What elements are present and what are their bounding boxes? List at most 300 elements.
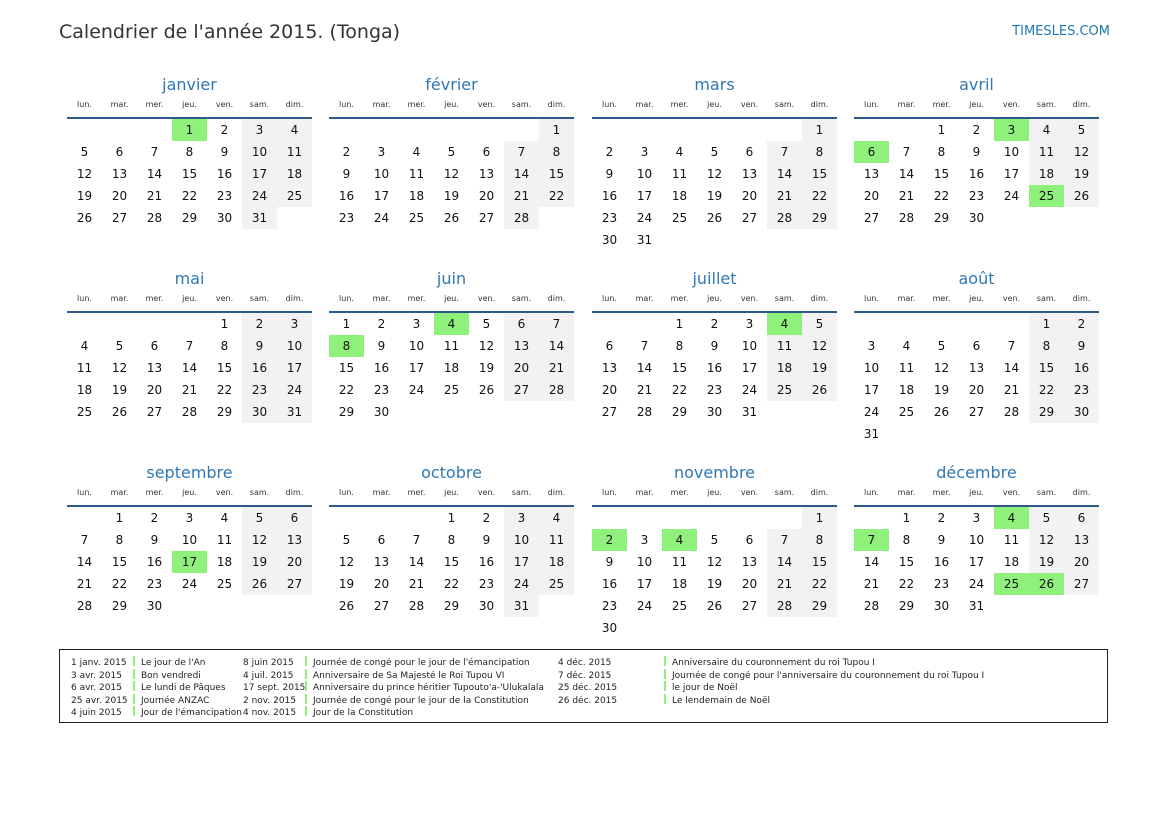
day-cell[interactable]: 9 [377,339,386,353]
day-cell[interactable]: 13 [601,361,618,375]
holiday-day[interactable]: 25 [1029,185,1064,207]
day-cell[interactable]: 2 [150,511,159,525]
day-cell[interactable]: 1 [802,507,837,529]
day-cell[interactable]: 24 [636,211,653,225]
day-cell[interactable]: 16 [146,555,163,569]
day-cell[interactable]: 18 [1003,555,1020,569]
day-cell[interactable]: 10 [1003,145,1020,159]
day-cell[interactable]: 10 [242,141,277,163]
day-cell[interactable]: 26 [933,405,950,419]
day-cell[interactable]: 17 [408,361,425,375]
day-cell[interactable]: 21 [767,185,802,207]
day-cell[interactable]: 31 [968,599,985,613]
day-cell[interactable]: 1 [902,511,911,525]
day-cell[interactable]: 8 [447,533,456,547]
day-cell[interactable]: 11 [671,167,688,181]
day-cell[interactable]: 17 [863,383,880,397]
day-cell[interactable]: 21 [539,357,574,379]
day-cell[interactable]: 10 [741,339,758,353]
day-cell[interactable]: 13 [741,555,758,569]
day-cell[interactable]: 7 [1007,339,1016,353]
day-cell[interactable]: 16 [706,361,723,375]
day-cell[interactable]: 26 [242,573,277,595]
day-cell[interactable]: 18 [539,551,574,573]
day-cell[interactable]: 26 [338,599,355,613]
day-cell[interactable]: 1 [802,119,837,141]
day-cell[interactable]: 6 [482,145,491,159]
holiday-day[interactable]: 2 [592,529,627,551]
day-cell[interactable]: 4 [1029,119,1064,141]
day-cell[interactable]: 1 [675,317,684,331]
day-cell[interactable]: 4 [80,339,89,353]
day-cell[interactable]: 29 [181,211,198,225]
day-cell[interactable]: 9 [150,533,159,547]
holiday-day[interactable]: 4 [434,313,469,335]
day-cell[interactable]: 12 [1029,529,1064,551]
day-cell[interactable]: 14 [539,335,574,357]
day-cell[interactable]: 5 [80,145,89,159]
day-cell[interactable]: 19 [802,357,837,379]
day-cell[interactable]: 14 [181,361,198,375]
day-cell[interactable]: 23 [216,189,233,203]
day-cell[interactable]: 28 [898,211,915,225]
day-cell[interactable]: 12 [242,529,277,551]
day-cell[interactable]: 12 [933,361,950,375]
day-cell[interactable]: 30 [601,233,618,247]
holiday-day[interactable]: 3 [994,119,1029,141]
day-cell[interactable]: 19 [338,577,355,591]
day-cell[interactable]: 18 [76,383,93,397]
day-cell[interactable]: 24 [242,185,277,207]
day-cell[interactable]: 22 [802,573,837,595]
day-cell[interactable]: 15 [338,361,355,375]
day-cell[interactable]: 22 [898,577,915,591]
day-cell[interactable]: 31 [636,233,653,247]
day-cell[interactable]: 19 [1029,551,1064,573]
day-cell[interactable]: 17 [1003,167,1020,181]
day-cell[interactable]: 15 [802,551,837,573]
day-cell[interactable]: 21 [504,185,539,207]
day-cell[interactable]: 29 [216,405,233,419]
day-cell[interactable]: 10 [373,167,390,181]
day-cell[interactable]: 9 [220,145,229,159]
day-cell[interactable]: 17 [373,189,390,203]
day-cell[interactable]: 17 [968,555,985,569]
day-cell[interactable]: 21 [181,383,198,397]
day-cell[interactable]: 24 [741,383,758,397]
day-cell[interactable]: 10 [277,335,312,357]
day-cell[interactable]: 20 [601,383,618,397]
day-cell[interactable]: 19 [1064,163,1099,185]
day-cell[interactable]: 10 [181,533,198,547]
day-cell[interactable]: 9 [605,167,614,181]
day-cell[interactable]: 28 [146,211,163,225]
day-cell[interactable]: 22 [802,185,837,207]
day-cell[interactable]: 1 [220,317,229,331]
day-cell[interactable]: 7 [767,529,802,551]
day-cell[interactable]: 13 [1064,529,1099,551]
day-cell[interactable]: 20 [478,189,495,203]
day-cell[interactable]: 15 [181,167,198,181]
day-cell[interactable]: 9 [1064,335,1099,357]
day-cell[interactable]: 23 [373,383,390,397]
day-cell[interactable]: 28 [539,379,574,401]
day-cell[interactable]: 6 [605,339,614,353]
day-cell[interactable]: 30 [968,211,985,225]
day-cell[interactable]: 29 [1029,401,1064,423]
day-cell[interactable]: 15 [111,555,128,569]
day-cell[interactable]: 14 [504,163,539,185]
day-cell[interactable]: 27 [601,405,618,419]
day-cell[interactable]: 5 [482,317,491,331]
day-cell[interactable]: 14 [636,361,653,375]
day-cell[interactable]: 31 [242,207,277,229]
day-cell[interactable]: 11 [277,141,312,163]
day-cell[interactable]: 19 [478,361,495,375]
day-cell[interactable]: 23 [146,577,163,591]
day-cell[interactable]: 25 [671,211,688,225]
day-cell[interactable]: 14 [408,555,425,569]
day-cell[interactable]: 14 [146,167,163,181]
day-cell[interactable]: 12 [111,361,128,375]
day-cell[interactable]: 27 [478,211,495,225]
day-cell[interactable]: 30 [373,405,390,419]
day-cell[interactable]: 24 [373,211,390,225]
day-cell[interactable]: 30 [242,401,277,423]
day-cell[interactable]: 9 [482,533,491,547]
day-cell[interactable]: 24 [277,379,312,401]
day-cell[interactable]: 12 [478,339,495,353]
day-cell[interactable]: 28 [408,599,425,613]
day-cell[interactable]: 13 [277,529,312,551]
day-cell[interactable]: 23 [601,599,618,613]
holiday-day[interactable]: 8 [329,335,364,357]
day-cell[interactable]: 25 [671,599,688,613]
day-cell[interactable]: 10 [968,533,985,547]
day-cell[interactable]: 21 [767,573,802,595]
day-cell[interactable]: 6 [745,145,754,159]
day-cell[interactable]: 3 [377,145,386,159]
day-cell[interactable]: 1 [115,511,124,525]
day-cell[interactable]: 11 [408,167,425,181]
day-cell[interactable]: 17 [636,189,653,203]
day-cell[interactable]: 20 [111,189,128,203]
day-cell[interactable]: 5 [115,339,124,353]
day-cell[interactable]: 5 [242,507,277,529]
day-cell[interactable]: 25 [767,379,802,401]
day-cell[interactable]: 10 [408,339,425,353]
day-cell[interactable]: 12 [338,555,355,569]
day-cell[interactable]: 11 [539,529,574,551]
day-cell[interactable]: 8 [937,145,946,159]
day-cell[interactable]: 22 [539,185,574,207]
day-cell[interactable]: 25 [408,211,425,225]
day-cell[interactable]: 1 [539,119,574,141]
day-cell[interactable]: 3 [277,313,312,335]
day-cell[interactable]: 23 [968,189,985,203]
day-cell[interactable]: 6 [115,145,124,159]
day-cell[interactable]: 29 [443,599,460,613]
day-cell[interactable]: 11 [76,361,93,375]
day-cell[interactable]: 15 [1029,357,1064,379]
day-cell[interactable]: 11 [1003,533,1020,547]
day-cell[interactable]: 23 [601,211,618,225]
day-cell[interactable]: 4 [902,339,911,353]
day-cell[interactable]: 26 [706,599,723,613]
day-cell[interactable]: 10 [636,167,653,181]
day-cell[interactable]: 28 [504,207,539,229]
day-cell[interactable]: 20 [863,189,880,203]
day-cell[interactable]: 27 [863,211,880,225]
day-cell[interactable]: 16 [338,189,355,203]
day-cell[interactable]: 8 [115,533,124,547]
day-cell[interactable]: 25 [898,405,915,419]
holiday-day[interactable]: 4 [994,507,1029,529]
day-cell[interactable]: 16 [478,555,495,569]
day-cell[interactable]: 2 [377,317,386,331]
day-cell[interactable]: 18 [216,555,233,569]
day-cell[interactable]: 11 [671,555,688,569]
day-cell[interactable]: 12 [802,335,837,357]
day-cell[interactable]: 1 [1029,313,1064,335]
day-cell[interactable]: 1 [937,123,946,137]
day-cell[interactable]: 21 [863,577,880,591]
day-cell[interactable]: 24 [636,599,653,613]
day-cell[interactable]: 31 [504,595,539,617]
day-cell[interactable]: 13 [111,167,128,181]
day-cell[interactable]: 2 [220,123,229,137]
day-cell[interactable]: 30 [933,599,950,613]
day-cell[interactable]: 1 [447,511,456,525]
day-cell[interactable]: 13 [504,335,539,357]
day-cell[interactable]: 5 [1029,507,1064,529]
day-cell[interactable]: 28 [767,207,802,229]
day-cell[interactable]: 28 [181,405,198,419]
day-cell[interactable]: 30 [478,599,495,613]
day-cell[interactable]: 27 [741,211,758,225]
day-cell[interactable]: 15 [443,555,460,569]
day-cell[interactable]: 15 [671,361,688,375]
day-cell[interactable]: 2 [342,145,351,159]
day-cell[interactable]: 20 [146,383,163,397]
day-cell[interactable]: 8 [802,529,837,551]
day-cell[interactable]: 31 [741,405,758,419]
day-cell[interactable]: 4 [539,507,574,529]
day-cell[interactable]: 26 [478,383,495,397]
day-cell[interactable]: 31 [277,401,312,423]
day-cell[interactable]: 2 [937,511,946,525]
day-cell[interactable]: 20 [373,577,390,591]
day-cell[interactable]: 4 [675,145,684,159]
day-cell[interactable]: 15 [539,163,574,185]
day-cell[interactable]: 17 [636,577,653,591]
day-cell[interactable]: 27 [373,599,390,613]
day-cell[interactable]: 7 [767,141,802,163]
day-cell[interactable]: 5 [710,533,719,547]
day-cell[interactable]: 25 [216,577,233,591]
day-cell[interactable]: 29 [111,599,128,613]
day-cell[interactable]: 8 [185,145,194,159]
day-cell[interactable]: 11 [898,361,915,375]
day-cell[interactable]: 26 [1064,185,1099,207]
day-cell[interactable]: 22 [216,383,233,397]
day-cell[interactable]: 6 [150,339,159,353]
day-cell[interactable]: 30 [146,599,163,613]
day-cell[interactable]: 2 [1064,313,1099,335]
day-cell[interactable]: 22 [671,383,688,397]
day-cell[interactable]: 29 [898,599,915,613]
day-cell[interactable]: 16 [601,189,618,203]
day-cell[interactable]: 19 [933,383,950,397]
day-cell[interactable]: 25 [539,573,574,595]
day-cell[interactable]: 19 [706,577,723,591]
day-cell[interactable]: 29 [933,211,950,225]
day-cell[interactable]: 2 [972,123,981,137]
day-cell[interactable]: 22 [338,383,355,397]
day-cell[interactable]: 4 [412,145,421,159]
day-cell[interactable]: 23 [933,577,950,591]
day-cell[interactable]: 12 [443,167,460,181]
day-cell[interactable]: 18 [898,383,915,397]
day-cell[interactable]: 3 [242,119,277,141]
day-cell[interactable]: 28 [76,599,93,613]
day-cell[interactable]: 18 [767,357,802,379]
day-cell[interactable]: 3 [867,339,876,353]
day-cell[interactable]: 7 [185,339,194,353]
day-cell[interactable]: 27 [968,405,985,419]
day-cell[interactable]: 18 [277,163,312,185]
day-cell[interactable]: 26 [443,211,460,225]
day-cell[interactable]: 5 [937,339,946,353]
day-cell[interactable]: 7 [504,141,539,163]
day-cell[interactable]: 12 [1064,141,1099,163]
day-cell[interactable]: 20 [277,551,312,573]
day-cell[interactable]: 26 [802,379,837,401]
day-cell[interactable]: 16 [242,357,277,379]
day-cell[interactable]: 29 [802,595,837,617]
day-cell[interactable]: 29 [338,405,355,419]
day-cell[interactable]: 16 [933,555,950,569]
day-cell[interactable]: 22 [111,577,128,591]
day-cell[interactable]: 25 [443,383,460,397]
holiday-day[interactable]: 25 [994,573,1029,595]
day-cell[interactable]: 27 [146,405,163,419]
day-cell[interactable]: 20 [968,383,985,397]
day-cell[interactable]: 27 [741,599,758,613]
day-cell[interactable]: 3 [412,317,421,331]
day-cell[interactable]: 18 [443,361,460,375]
day-cell[interactable]: 21 [76,577,93,591]
day-cell[interactable]: 8 [1029,335,1064,357]
day-cell[interactable]: 13 [863,167,880,181]
day-cell[interactable]: 12 [706,167,723,181]
day-cell[interactable]: 3 [972,511,981,525]
day-cell[interactable]: 22 [933,189,950,203]
day-cell[interactable]: 3 [640,145,649,159]
day-cell[interactable]: 31 [863,427,880,441]
day-cell[interactable]: 6 [1064,507,1099,529]
day-cell[interactable]: 28 [863,599,880,613]
day-cell[interactable]: 9 [242,335,277,357]
day-cell[interactable]: 21 [146,189,163,203]
day-cell[interactable]: 10 [863,361,880,375]
day-cell[interactable]: 17 [741,361,758,375]
day-cell[interactable]: 19 [242,551,277,573]
day-cell[interactable]: 15 [933,167,950,181]
day-cell[interactable]: 15 [802,163,837,185]
day-cell[interactable]: 15 [216,361,233,375]
day-cell[interactable]: 24 [968,577,985,591]
day-cell[interactable]: 8 [675,339,684,353]
day-cell[interactable]: 25 [277,185,312,207]
day-cell[interactable]: 8 [220,339,229,353]
day-cell[interactable]: 16 [601,577,618,591]
day-cell[interactable]: 7 [150,145,159,159]
day-cell[interactable]: 27 [111,211,128,225]
day-cell[interactable]: 24 [181,577,198,591]
day-cell[interactable]: 22 [181,189,198,203]
day-cell[interactable]: 6 [745,533,754,547]
day-cell[interactable]: 3 [185,511,194,525]
day-cell[interactable]: 13 [741,167,758,181]
day-cell[interactable]: 19 [111,383,128,397]
day-cell[interactable]: 19 [76,189,93,203]
day-cell[interactable]: 7 [640,339,649,353]
day-cell[interactable]: 7 [80,533,89,547]
day-cell[interactable]: 14 [76,555,93,569]
day-cell[interactable]: 5 [802,313,837,335]
day-cell[interactable]: 17 [242,163,277,185]
day-cell[interactable]: 30 [601,621,618,635]
day-cell[interactable]: 10 [636,555,653,569]
day-cell[interactable]: 30 [216,211,233,225]
day-cell[interactable]: 10 [504,529,539,551]
day-cell[interactable]: 7 [902,145,911,159]
day-cell[interactable]: 16 [1064,357,1099,379]
day-cell[interactable]: 16 [373,361,390,375]
day-cell[interactable]: 5 [447,145,456,159]
day-cell[interactable]: 20 [504,357,539,379]
day-cell[interactable]: 23 [338,211,355,225]
holiday-day[interactable]: 4 [662,529,697,551]
day-cell[interactable]: 2 [482,511,491,525]
day-cell[interactable]: 28 [767,595,802,617]
day-cell[interactable]: 8 [902,533,911,547]
day-cell[interactable]: 7 [539,313,574,335]
day-cell[interactable]: 18 [671,189,688,203]
day-cell[interactable]: 16 [968,167,985,181]
day-cell[interactable]: 2 [710,317,719,331]
day-cell[interactable]: 4 [277,119,312,141]
day-cell[interactable]: 18 [408,189,425,203]
day-cell[interactable]: 3 [640,533,649,547]
day-cell[interactable]: 12 [76,167,93,181]
day-cell[interactable]: 23 [478,577,495,591]
day-cell[interactable]: 12 [706,555,723,569]
day-cell[interactable]: 24 [1003,189,1020,203]
day-cell[interactable]: 5 [1064,119,1099,141]
day-cell[interactable]: 9 [605,555,614,569]
day-cell[interactable]: 6 [504,313,539,335]
day-cell[interactable]: 17 [504,551,539,573]
day-cell[interactable]: 30 [1064,401,1099,423]
day-cell[interactable]: 14 [767,163,802,185]
day-cell[interactable]: 14 [898,167,915,181]
day-cell[interactable]: 26 [706,211,723,225]
day-cell[interactable]: 29 [671,405,688,419]
day-cell[interactable]: 14 [863,555,880,569]
holiday-day[interactable]: 7 [854,529,889,551]
